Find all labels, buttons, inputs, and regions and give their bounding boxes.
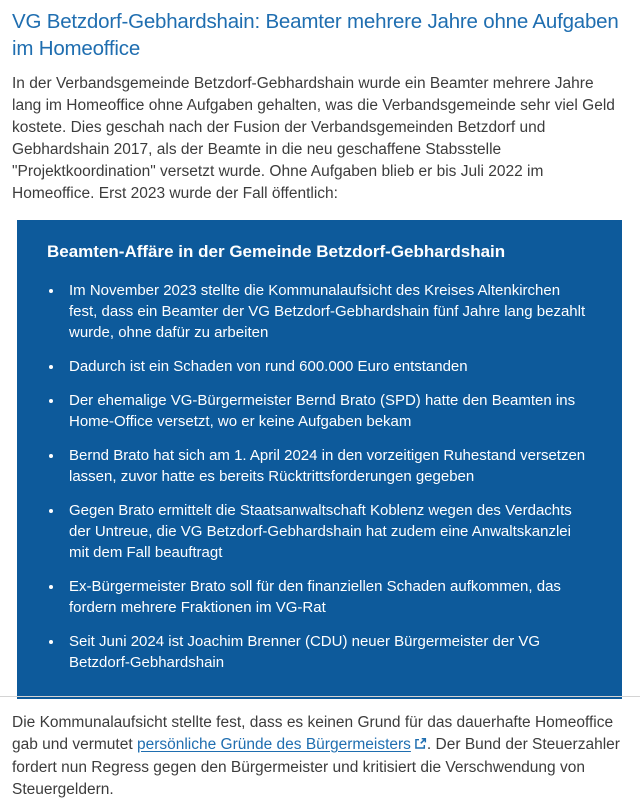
- outro-text-before-link: Die Kommunalaufsicht stellte fest, dass es keinen Grund für das dauerhafte Homeoffice gab und vermutet: [12, 714, 614, 753]
- article-title: VG Betzdorf-Gebhardshain: Beamter mehrere Jahre ohne Aufgaben im Homeoffice: [12, 10, 619, 60]
- list-item: • Gegen Brato ermittelt die Staatsanwaltschaft Koblenz wegen des Verdachts der Untreue, die VG Betzdorf-Gebhardshain hat zudem eine Anwaltskanzlei mit dem Fall beauftragt: [64, 500, 592, 563]
- info-box: [17, 220, 622, 699]
- info-box-heading: Beamten-Affäre in der Gemeinde Betzdorf-Gebhardshain: [47, 242, 506, 261]
- outro-text-after-link: . Der Bund der Steuerzahler fordert nun Regress gegen den Bürgermeister und kritisiert die Verschwendung von Steuergeldern.: [12, 736, 620, 798]
- outro-paragraph: [12, 712, 622, 801]
- list-item: • Im November 2023 stellte die Kommunalaufsicht des Kreises Altenkirchen fest, dass ein Beamter der VG Betzdorf-Gebhardshain fünf Jahre lang bezahlt wurde, ohne dafür zu arbeiten: [64, 280, 592, 343]
- intro-paragraph: In der Verbandsgemeinde Betzdorf-Gebhardshain wurde ein Beamter mehrere Jahre lang im Homeoffice ohne Aufgaben gehalten, was die Verbandsgemeinde sehr viel Geld kostete. Dies geschah nach der Fusion der Verbandsgemeinden Betzdorf und Gebhardshain 2017, als der Beamte in die neu geschaffene Stabsstelle "Projektkoordination" versetzt wurde. Ohne Aufgaben blieb er bis Juli 2022 im Homeoffice. Erst 2023 wurde der Fall öffentlich:: [12, 75, 615, 202]
- list-item: • Bernd Brato hat sich am 1. April 2024 in den vorzeitigen Ruhestand versetzen lassen, zuvor hatte es bereits Rücktrittsforderungen gegeben: [64, 445, 592, 487]
- info-box-bullet-list: [47, 280, 592, 673]
- list-item: • Ex-Bürgermeister Brato soll für den finanziellen Schaden aufkommen, das fordern mehrere Fraktionen im VG-Rat: [64, 576, 592, 618]
- list-item: • Seit Juni 2024 ist Joachim Brenner (CDU) neuer Bürgermeister der VG Betzdorf-Gebhardshain: [64, 631, 592, 673]
- section-divider: [0, 696, 640, 697]
- link-label: persönliche Gründe des Bürgermeisters: [136, 736, 411, 753]
- list-item: • Der ehemalige VG-Bürgermeister Bernd Brato (SPD) hatte den Beamten ins Home-Office versetzt, wo er keine Aufgaben bekam: [64, 390, 592, 432]
- external-link-icon: [414, 735, 427, 757]
- personal-reasons-link[interactable]: [137, 736, 427, 753]
- list-item: • Dadurch ist ein Schaden von rund 600.000 Euro entstanden: [64, 356, 592, 377]
